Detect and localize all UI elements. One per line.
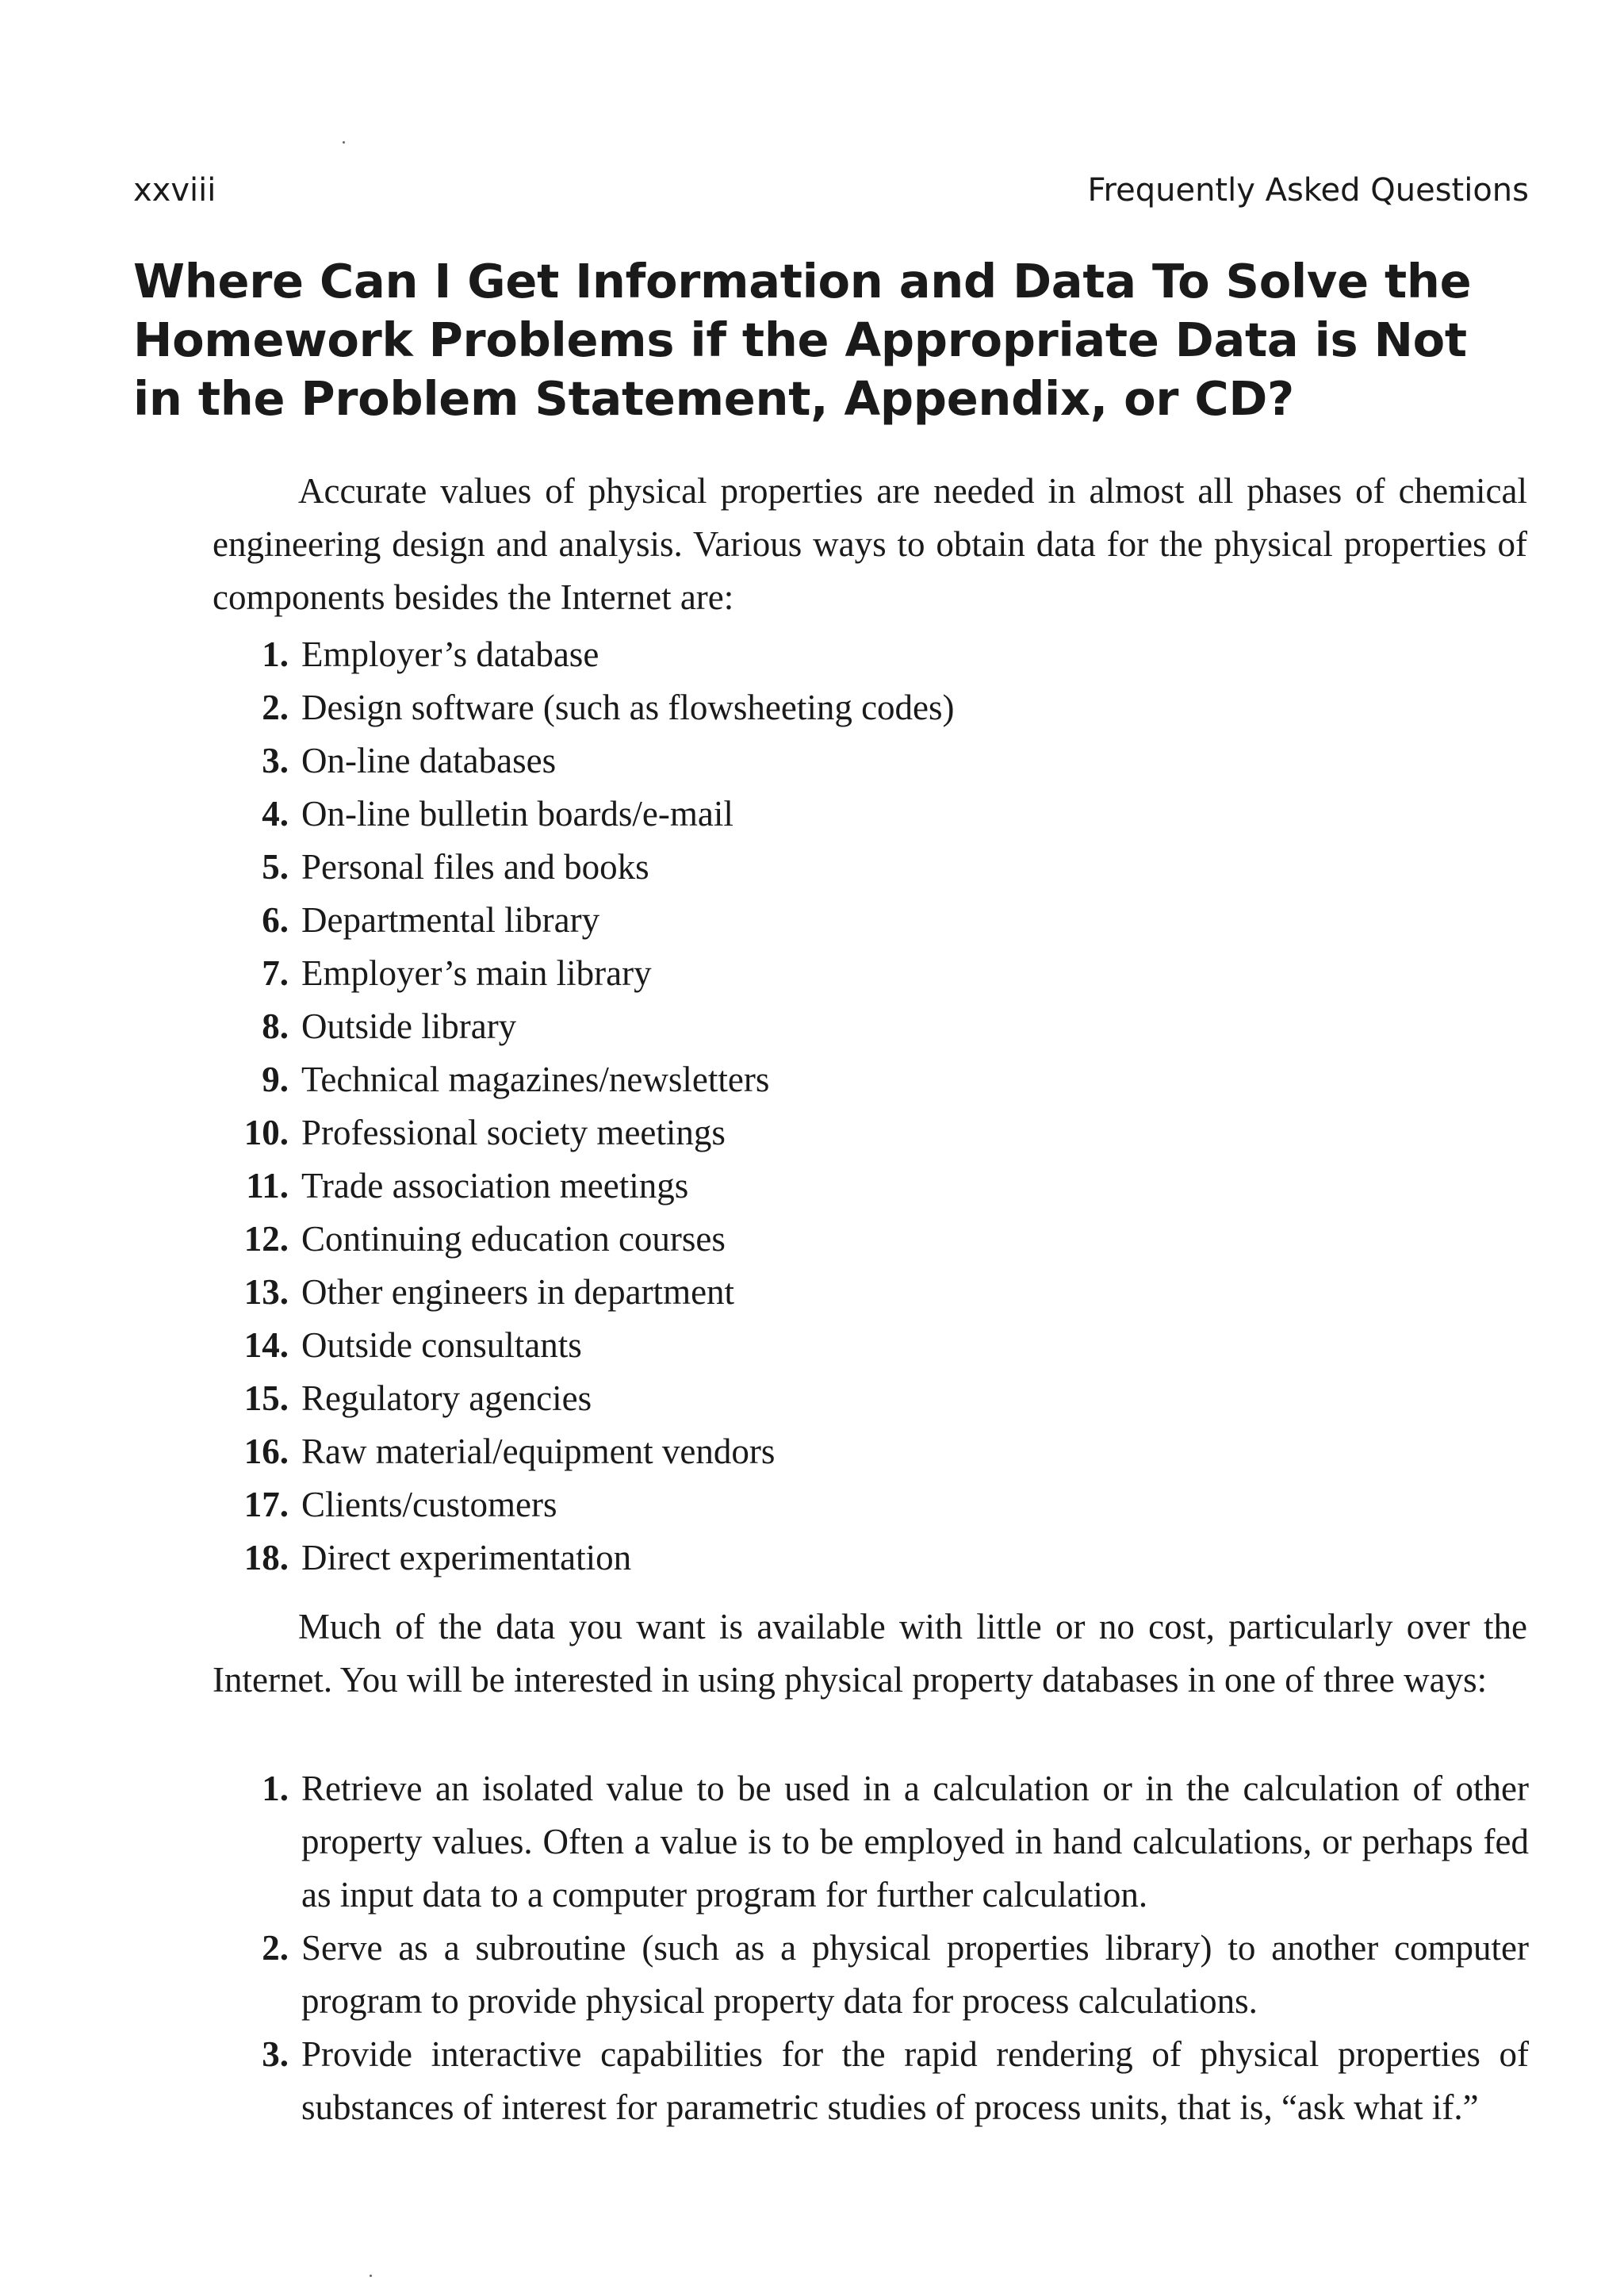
list-item-text: Outside consultants	[301, 1325, 582, 1365]
list-item	[213, 1922, 1529, 2028]
list-item-text: Trade association meetings	[301, 1166, 689, 1205]
list-item	[213, 788, 1529, 841]
data-sources-list	[213, 628, 1529, 1585]
running-head	[133, 168, 1529, 213]
list-item-text: Personal files and books	[301, 847, 649, 887]
list-item-text: Retrieve an isolated value to be used in a calculation or in the calculation of other property values. Often a value is to be employed in hand calculations, or perhaps fed as input data to a computer program for further calculation.	[301, 1769, 1529, 1915]
list-item	[213, 841, 1529, 894]
intro-paragraph: Accurate values of physical properties are needed in almost all phases of chemical engineering design and analysis. Various ways to obtain data for the physical properties of components besides the Internet are:	[213, 471, 1527, 617]
list-item-number: 15.	[243, 1378, 289, 1418]
list-item-number: 16.	[243, 1432, 289, 1471]
list-item-text: Design software (such as flowsheeting codes)	[301, 688, 955, 727]
list-item-text: Other engineers in department	[301, 1272, 735, 1312]
list-item-text: Technical magazines/newsletters	[301, 1060, 770, 1099]
list-item	[213, 1159, 1529, 1213]
list-item	[213, 1478, 1529, 1531]
list-item	[213, 734, 1529, 788]
list-item-number: 1.	[262, 634, 289, 674]
list-item-number: 2.	[262, 688, 289, 727]
list-item	[213, 1319, 1529, 1372]
list-item-text: Employer’s database	[301, 634, 599, 674]
list-item-number: 17.	[243, 1485, 289, 1524]
list-item	[213, 628, 1529, 681]
list-item-number: 7.	[262, 953, 289, 993]
list-item	[213, 1425, 1529, 1478]
list-item-text: Serve as a subroutine (such as a physical properties library) to another computer program to provide physical property data for process calculations.	[301, 1928, 1529, 2021]
list-item-text: Clients/customers	[301, 1485, 557, 1524]
list-item-number: 9.	[262, 1060, 289, 1099]
list-item	[213, 1000, 1529, 1053]
list-item-text: On-line bulletin boards/e-mail	[301, 794, 733, 834]
list-item-text: Employer’s main library	[301, 953, 652, 993]
list-item-number: 3.	[262, 741, 289, 780]
list-item	[213, 681, 1529, 734]
scan-speck	[343, 141, 345, 144]
list-item-text: Departmental library	[301, 900, 600, 940]
faq-question-heading: Where Can I Get Information and Data To Solve the Homework Problems if the Appropriate Data is Not in the Problem Statement, Appendix, or CD?	[133, 254, 1472, 426]
list-item-text: Regulatory agencies	[301, 1378, 592, 1418]
list-item-text: Professional society meetings	[301, 1113, 726, 1152]
page-number: xxviii	[133, 172, 216, 209]
list-item-number: 14.	[243, 1325, 289, 1365]
list-item-text: Outside library	[301, 1006, 517, 1046]
list-item-number: 13.	[243, 1272, 289, 1312]
list-item	[213, 1053, 1529, 1106]
list-item-number: 8.	[262, 1006, 289, 1046]
list-item-text: Direct experimentation	[301, 1538, 632, 1577]
list-item	[213, 1372, 1529, 1425]
list-item-number: 4.	[262, 794, 289, 834]
list-item	[213, 2028, 1529, 2187]
list-item-number: 3.	[262, 2034, 289, 2074]
list-item	[213, 1531, 1529, 1585]
list-item-number: 5.	[262, 847, 289, 887]
running-section-title: Frequently Asked Questions	[1087, 172, 1529, 209]
list-item-text: On-line databases	[301, 741, 557, 780]
list-item-number: 11.	[246, 1166, 289, 1205]
list-item-text: Provide interactive capabilities for the rapid rendering of physical properties of substances of interest for parametric studies of process units, that is, “ask what if.”	[301, 2034, 1529, 2127]
list-item	[213, 1106, 1529, 1159]
list-item-number: 12.	[243, 1219, 289, 1259]
list-item-number: 10.	[243, 1113, 289, 1152]
list-item-number: 2.	[262, 1928, 289, 1968]
list-item	[213, 1762, 1529, 1922]
usage-ways-list	[213, 1762, 1529, 2187]
list-item-number: 6.	[262, 900, 289, 940]
list-item	[213, 894, 1529, 947]
list-item	[213, 1266, 1529, 1319]
list-item-number: 18.	[243, 1538, 289, 1577]
scan-speck	[370, 2275, 372, 2277]
list-item-text: Continuing education courses	[301, 1219, 726, 1259]
second-paragraph: Much of the data you want is available with little or no cost, particularly over the Internet. You will be interested in using physical property databases in one of three ways:	[213, 1607, 1527, 1700]
list-item-number: 1.	[262, 1769, 289, 1808]
list-item	[213, 1213, 1529, 1266]
list-item-text: Raw material/equipment vendors	[301, 1432, 776, 1471]
list-item	[213, 947, 1529, 1000]
